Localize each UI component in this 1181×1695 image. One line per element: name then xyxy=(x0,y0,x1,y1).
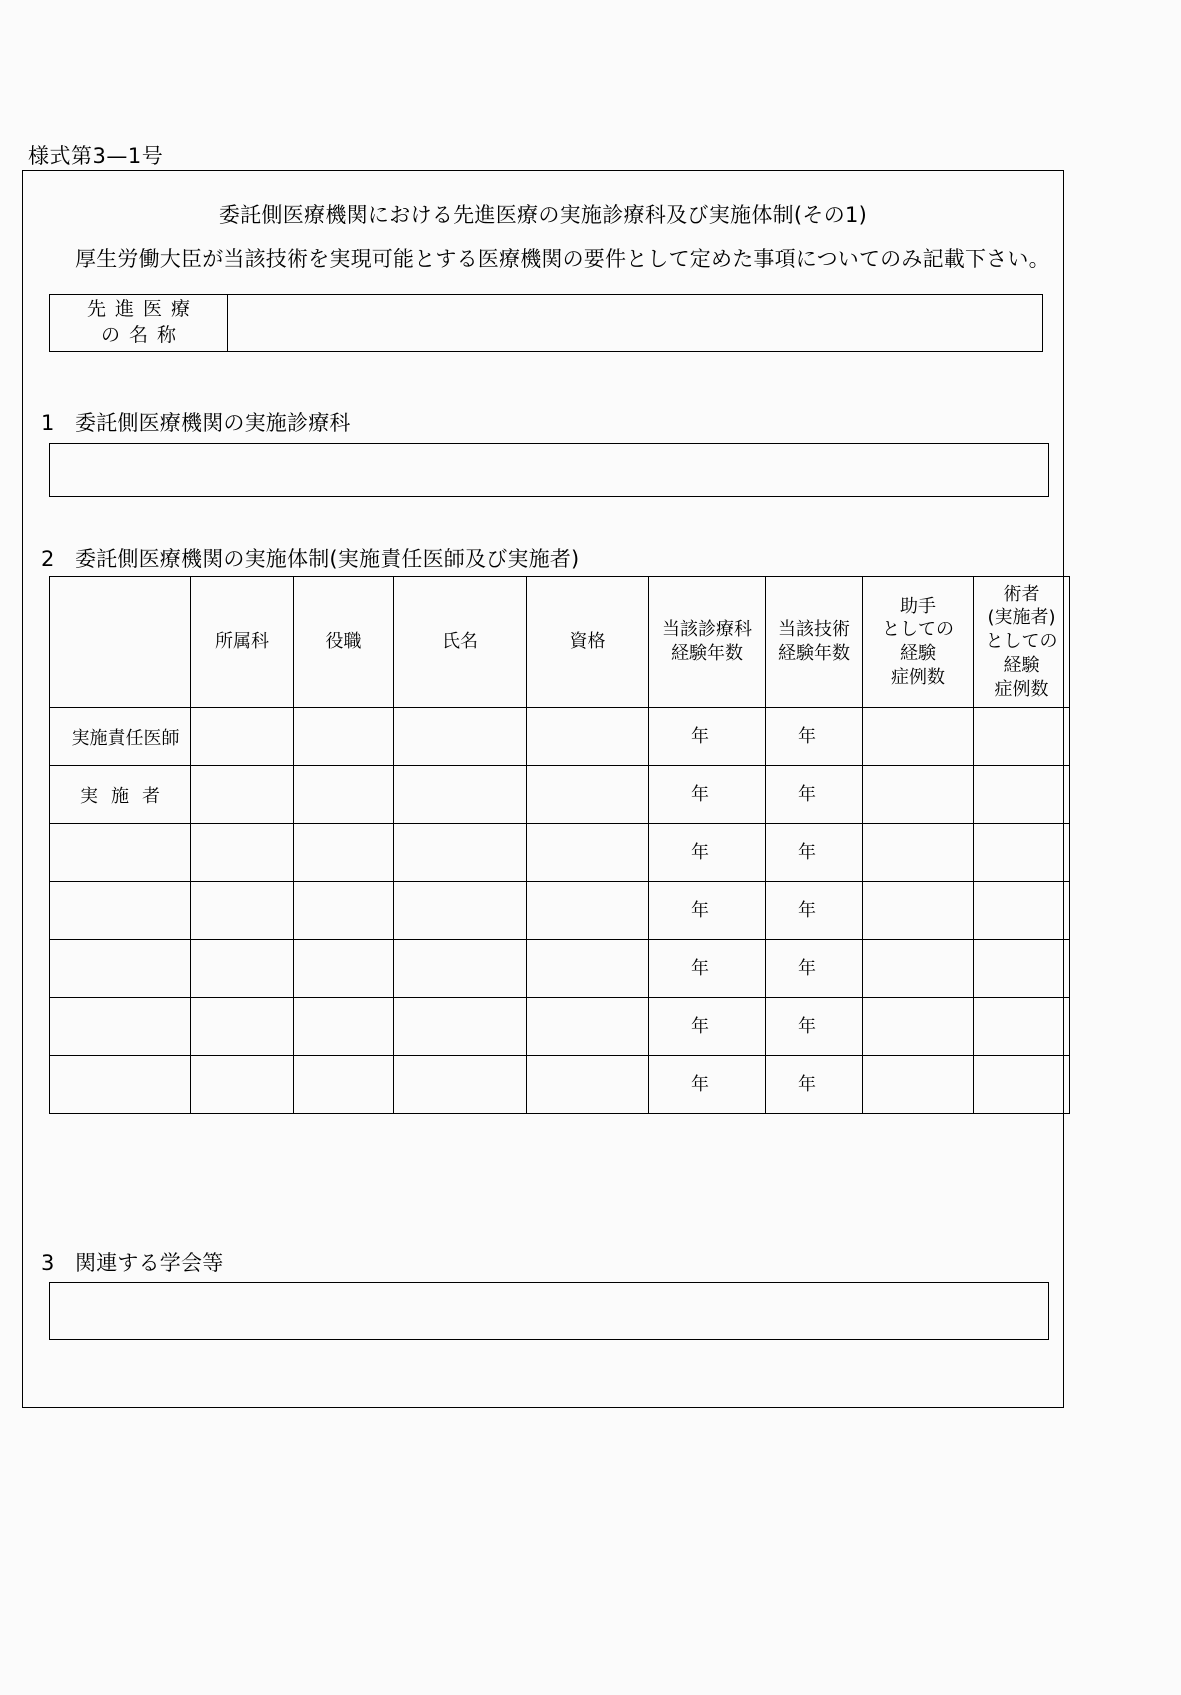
advanced-medicine-name-input[interactable] xyxy=(228,295,1042,351)
name-label-line-2: の名称 xyxy=(100,324,185,346)
row-technique-years-cell[interactable]: 年 xyxy=(766,940,863,998)
table-row xyxy=(50,1056,1070,1114)
row-department-cell[interactable] xyxy=(191,998,294,1056)
header-assistant-cases-line-2: としての xyxy=(882,619,954,641)
row-job-title-cell[interactable] xyxy=(294,882,394,940)
row-department-cell[interactable] xyxy=(191,766,294,824)
row-full-name-cell[interactable] xyxy=(394,708,527,766)
header-department-years-line-1: 当該診療科 xyxy=(662,619,752,641)
row-department-cell[interactable] xyxy=(191,1056,294,1114)
section-3-number: 3 xyxy=(41,1251,55,1275)
document-subtitle: 厚生労働大臣が当該技術を実現可能とする医療機関の要件として定めた事項についてのみ記載下さい。 xyxy=(75,247,1050,271)
row-department-years-cell[interactable]: 年 xyxy=(649,766,766,824)
table-row xyxy=(50,824,1070,882)
row-technique-years-cell[interactable]: 年 xyxy=(766,708,863,766)
row-department-years-cell[interactable]: 年 xyxy=(649,1056,766,1114)
row-assistant-cases-cell[interactable] xyxy=(863,998,974,1056)
header-assistant-cases-line-4: 症例数 xyxy=(891,666,945,688)
row-operator-cases-cell[interactable] xyxy=(974,708,1070,766)
header-operator-cases-line-3: としての xyxy=(985,631,1058,653)
table-row xyxy=(50,940,1070,998)
row-department-cell[interactable] xyxy=(191,824,294,882)
document-frame xyxy=(22,170,1064,1408)
row-department-cell[interactable] xyxy=(191,940,294,998)
header-assistant-cases-line-1: 助手 xyxy=(900,595,936,617)
header-qualification: 資格 xyxy=(527,577,649,708)
implementation-staff-table xyxy=(49,576,1070,1114)
header-operator-cases-line-5: 症例数 xyxy=(994,678,1049,700)
row-operator-cases-cell[interactable] xyxy=(974,940,1070,998)
header-operator-cases-line-1: 術者 xyxy=(1003,583,1040,605)
table-row xyxy=(50,708,1070,766)
header-operator-cases xyxy=(974,577,1070,708)
row-operator-cases-cell[interactable] xyxy=(974,824,1070,882)
table-row xyxy=(50,998,1070,1056)
section-1-input[interactable] xyxy=(49,443,1049,497)
section-1-number: 1 xyxy=(41,411,55,435)
row-department-cell[interactable] xyxy=(191,882,294,940)
row-department-years-cell[interactable]: 年 xyxy=(649,882,766,940)
row-assistant-cases-cell[interactable] xyxy=(863,940,974,998)
advanced-medicine-name-row xyxy=(49,294,1043,352)
row-role-label xyxy=(50,824,191,882)
header-operator-cases-line-2: (実施者) xyxy=(987,607,1056,629)
row-full-name-cell[interactable] xyxy=(394,998,527,1056)
row-job-title-cell[interactable] xyxy=(294,998,394,1056)
row-role-label xyxy=(50,882,191,940)
section-3-input[interactable] xyxy=(49,1282,1049,1340)
header-department-years-line-2: 経験年数 xyxy=(671,643,743,664)
section-1-label: 委託側医療機関の実施診療科 xyxy=(75,411,351,435)
row-assistant-cases-cell[interactable] xyxy=(863,708,974,766)
row-assistant-cases-cell[interactable] xyxy=(863,766,974,824)
section-2-label: 委託側医療機関の実施体制(実施責任医師及び実施者) xyxy=(75,547,580,571)
row-role-label: 実施者 xyxy=(50,766,191,824)
name-label-line-1: 先進医療 xyxy=(86,298,199,321)
row-full-name-cell[interactable] xyxy=(394,824,527,882)
header-operator-cases-line-4: 経験 xyxy=(1003,654,1040,676)
row-department-years-cell[interactable]: 年 xyxy=(649,824,766,882)
row-technique-years-cell[interactable]: 年 xyxy=(766,824,863,882)
row-operator-cases-cell[interactable] xyxy=(974,1056,1070,1114)
document-title: 委託側医療機関における先進医療の実施診療科及び実施体制(その1) xyxy=(218,203,868,227)
row-full-name-cell[interactable] xyxy=(394,940,527,998)
section-2-heading xyxy=(41,543,579,573)
header-department: 所属科 xyxy=(191,577,294,708)
row-role-label xyxy=(50,940,191,998)
row-technique-years-cell[interactable]: 年 xyxy=(766,1056,863,1114)
header-technique-years-line-1: 当該技術 xyxy=(778,619,850,641)
form-number: 様式第3—1号 xyxy=(28,144,164,168)
row-department-years-cell[interactable]: 年 xyxy=(649,708,766,766)
row-assistant-cases-cell[interactable] xyxy=(863,882,974,940)
section-1-heading xyxy=(41,407,351,437)
header-assistant-cases-line-3: 経験 xyxy=(900,643,936,664)
row-technique-years-cell[interactable]: 年 xyxy=(766,766,863,824)
section-2-number: 2 xyxy=(41,547,55,571)
row-operator-cases-cell[interactable] xyxy=(974,882,1070,940)
row-assistant-cases-cell[interactable] xyxy=(863,1056,974,1114)
header-role xyxy=(50,577,191,708)
row-operator-cases-cell[interactable] xyxy=(974,766,1070,824)
row-department-years-cell[interactable]: 年 xyxy=(649,998,766,1056)
row-qualification-cell[interactable] xyxy=(527,998,649,1056)
row-role-label xyxy=(50,998,191,1056)
header-technique-years xyxy=(766,577,863,708)
section-3-heading xyxy=(41,1247,223,1277)
advanced-medicine-name-label xyxy=(50,295,228,351)
row-assistant-cases-cell[interactable] xyxy=(863,824,974,882)
table-row xyxy=(50,766,1070,824)
row-technique-years-cell[interactable]: 年 xyxy=(766,998,863,1056)
row-role-label: 実施責任医師 xyxy=(50,708,191,766)
header-technique-years-line-2: 経験年数 xyxy=(778,643,850,664)
row-qualification-cell[interactable] xyxy=(527,708,649,766)
row-qualification-cell[interactable] xyxy=(527,882,649,940)
row-full-name-cell[interactable] xyxy=(394,882,527,940)
row-qualification-cell[interactable] xyxy=(527,766,649,824)
header-department-years xyxy=(649,577,766,708)
header-job-title: 役職 xyxy=(294,577,394,708)
row-qualification-cell[interactable] xyxy=(527,824,649,882)
row-department-years-cell[interactable]: 年 xyxy=(649,940,766,998)
row-technique-years-cell[interactable]: 年 xyxy=(766,882,863,940)
row-full-name-cell[interactable] xyxy=(394,766,527,824)
row-job-title-cell[interactable] xyxy=(294,1056,394,1114)
row-operator-cases-cell[interactable] xyxy=(974,998,1070,1056)
table-header-row xyxy=(50,577,1070,708)
row-role-label xyxy=(50,1056,191,1114)
row-department-cell[interactable] xyxy=(191,708,294,766)
row-qualification-cell[interactable] xyxy=(527,940,649,998)
table-row xyxy=(50,882,1070,940)
row-job-title-cell[interactable] xyxy=(294,708,394,766)
header-full-name: 氏名 xyxy=(394,577,527,708)
row-qualification-cell[interactable] xyxy=(527,1056,649,1114)
section-3-label: 関連する学会等 xyxy=(75,1251,224,1275)
row-full-name-cell[interactable] xyxy=(394,1056,527,1114)
row-job-title-cell[interactable] xyxy=(294,766,394,824)
row-job-title-cell[interactable] xyxy=(294,940,394,998)
row-job-title-cell[interactable] xyxy=(294,824,394,882)
header-assistant-cases xyxy=(863,577,974,708)
